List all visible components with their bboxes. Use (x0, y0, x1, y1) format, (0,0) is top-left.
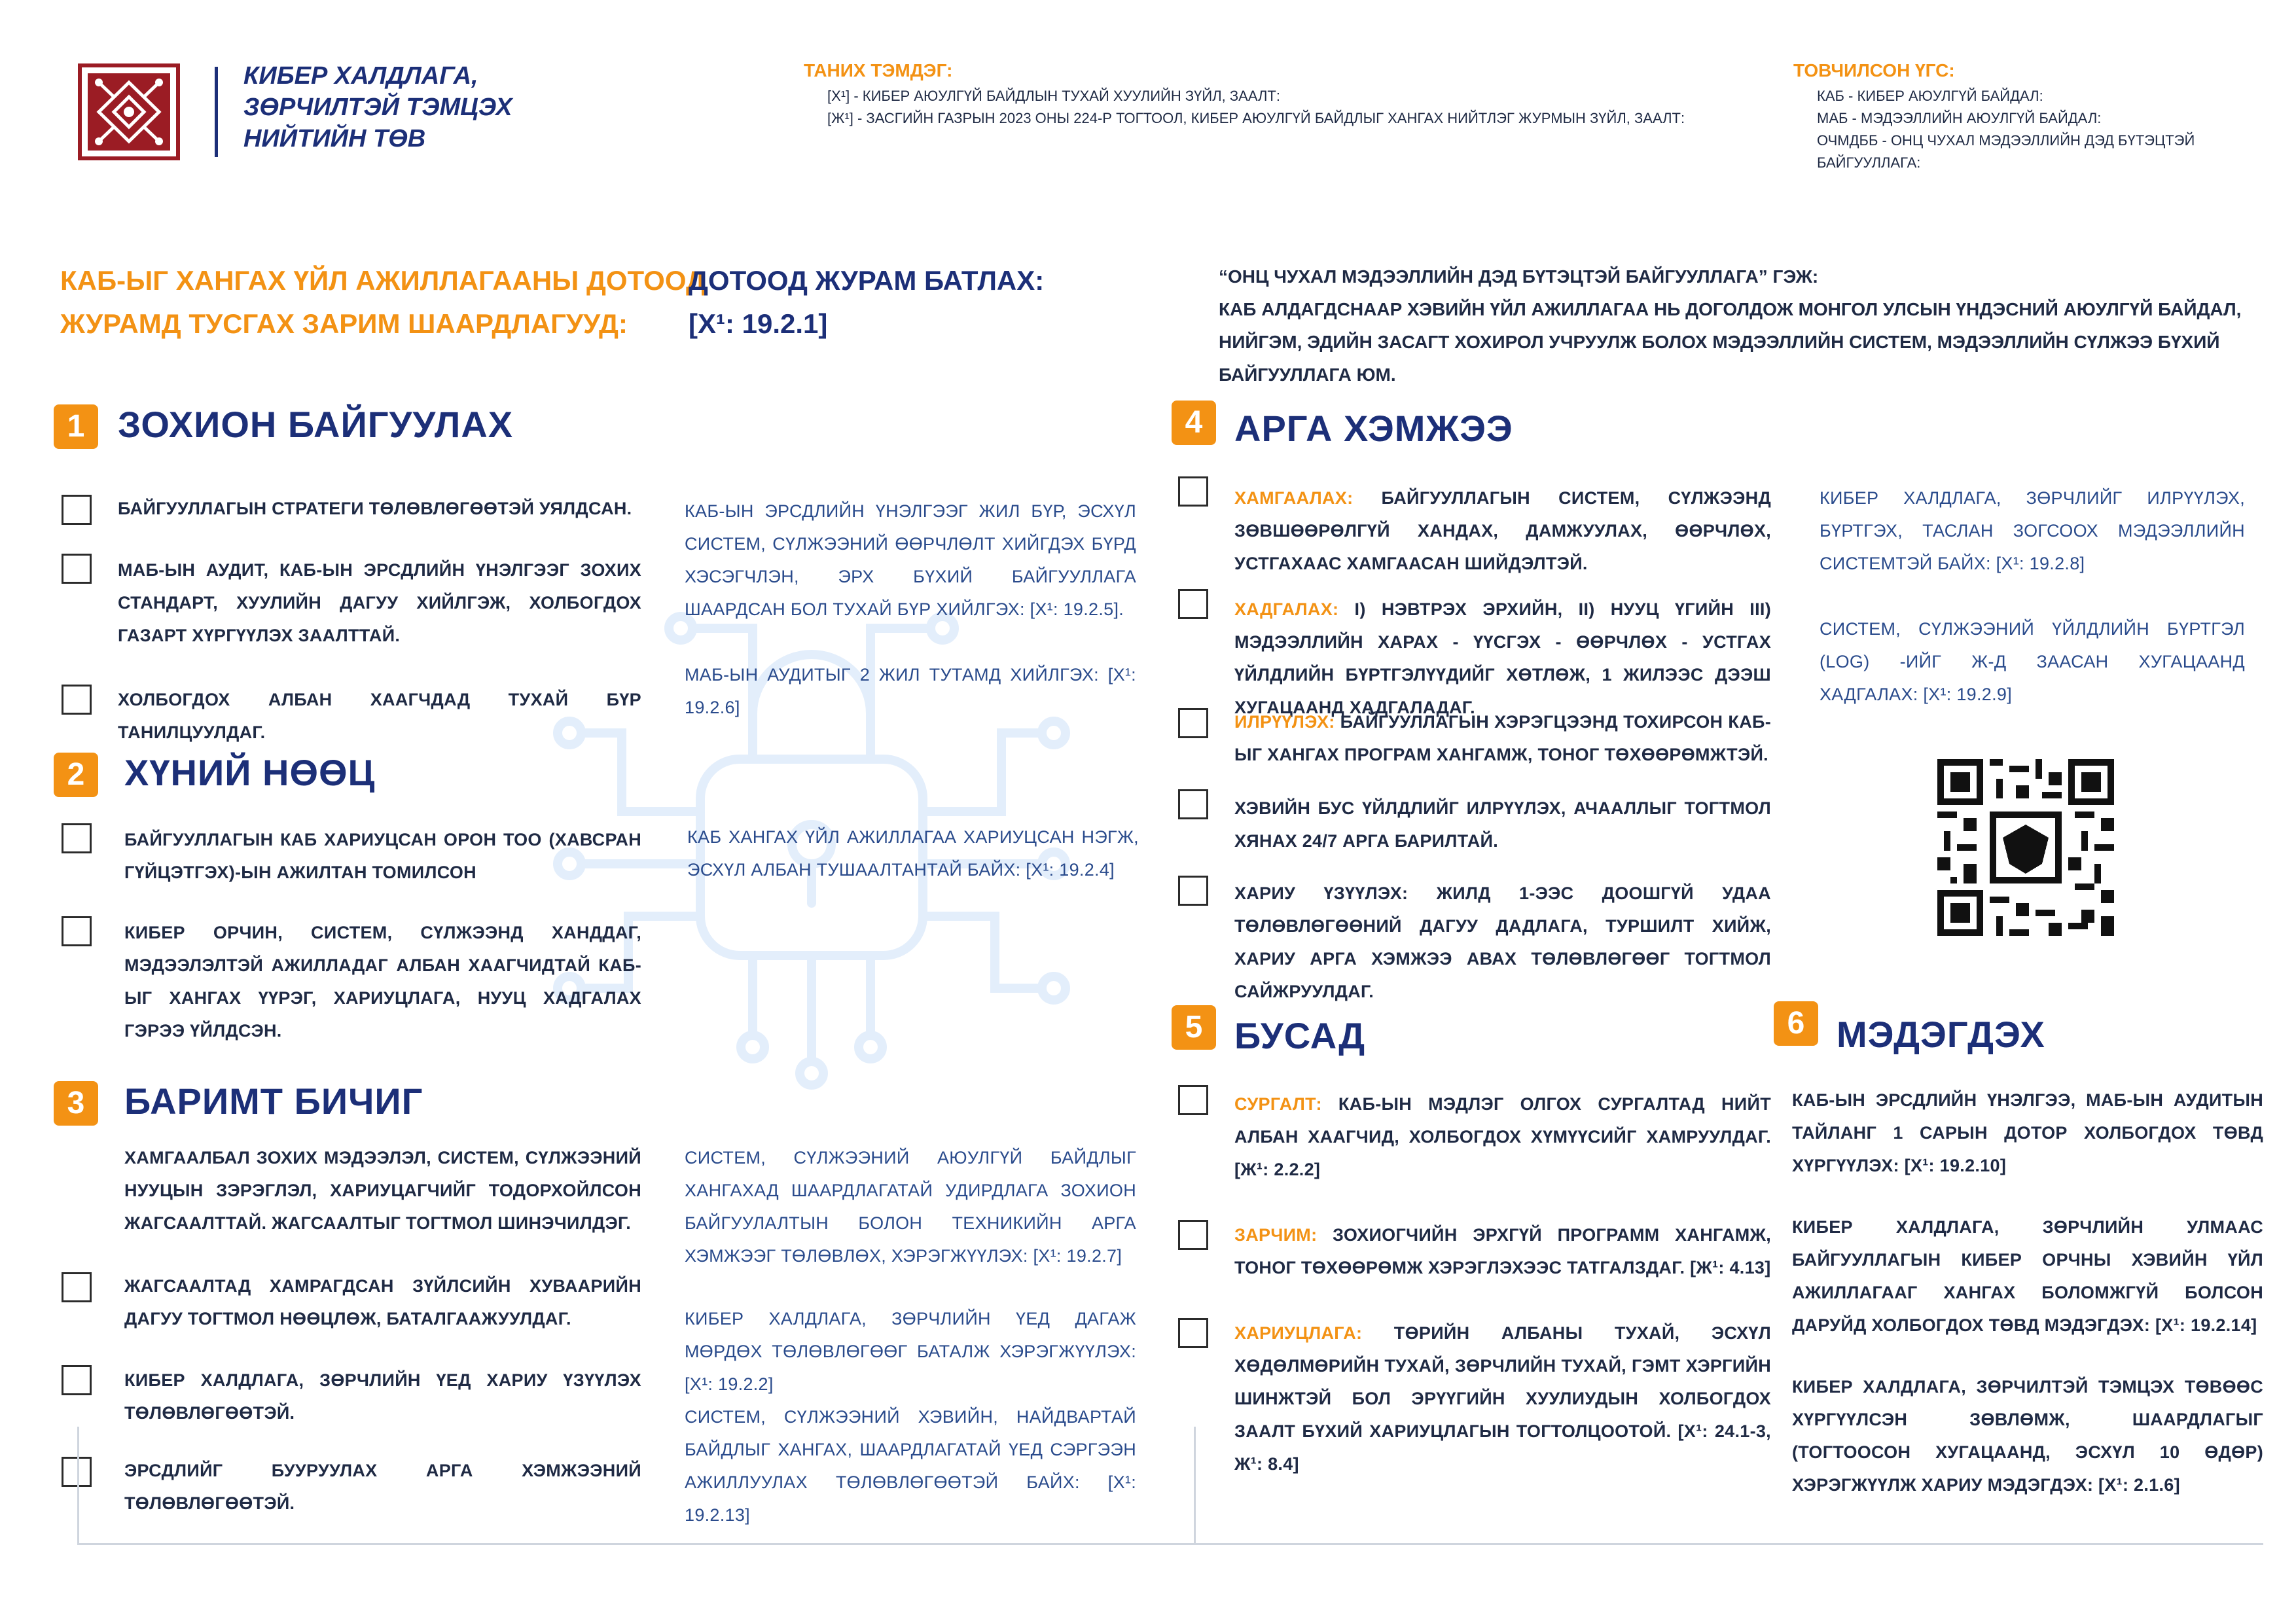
section-title-3: БАРИМТ БИЧИГ (124, 1080, 423, 1122)
keyword: ХАМГААЛАХ: (1234, 488, 1354, 508)
checkbox[interactable] (62, 823, 92, 853)
requirement-detail: БАЙГУУЛЛАГЫН ХЭРЭГЦЭЭНД ТОХИРСОН КАБ-ЫГ ХАНГАХ ПРОГРАМ ХАНГАМЖ, ТОНОГ ТӨХӨӨРӨМЖТЭЙ. (1234, 712, 1771, 764)
abbreviation-line: МАБ - МЭДЭЭЛЛИЙН АЮУЛГҮЙ БАЙДАЛ: (1817, 110, 2102, 126)
checkbox[interactable] (62, 1365, 92, 1395)
checkbox[interactable] (1178, 1220, 1208, 1250)
checkbox[interactable] (1178, 589, 1208, 619)
checkbox[interactable] (1178, 876, 1208, 906)
notification-text: КИБЕР ХАЛДЛАГА, ЗӨРЧИЛТЭЙ ТЭМЦЭХ ТӨВӨӨС ХҮРГҮҮЛСЭН ЗӨВЛӨМЖ, ШААРДЛАГЫГ (ТОГТООСОН ХУГАЦААНД, ЭСХҮЛ 10 ӨДӨР) ХЭРЭГЖҮҮЛЖ ХАРИУ МЭДЭГДЭХ: [Х¹: 2.1.6] (1792, 1377, 2263, 1495)
org-name-line: КИБЕР ХАЛДЛАГА, (243, 62, 478, 90)
checkbox[interactable] (1178, 789, 1208, 819)
requirement-detail: ТӨРИЙН АЛБАНЫ ТУХАЙ, ЭСХҮЛ ХӨДӨЛМӨРИЙН ТУХАЙ, ЗӨРЧЛИЙН ТУХАЙ, ГЭМТ ХЭРГИЙН ШИНЖТЭЙ БОЛ ЭРҮҮГИЙН ХУУЛИУДЫН ХОЛБОГДОХ ЗААЛТ БҮХИЙ ХАРИУЦЛАГЫН ТОГТОЛЦООТОЙ. [Х¹: 24.1-3, Ж¹: 8.4] (1234, 1323, 1771, 1474)
section-number-6: 6 (1774, 1001, 1818, 1046)
definition-line: “ОНЦ ЧУХАЛ МЭДЭЭЛЛИЙН ДЭД БҮТЭЦТЭЙ БАЙГУУЛЛАГА” ГЭЖ: (1219, 266, 1819, 287)
keyword: ХАДГАЛАХ: (1234, 599, 1339, 619)
organization-name (243, 60, 512, 154)
section-number-2: 2 (54, 753, 98, 797)
legend-block (804, 60, 1685, 130)
requirement-detail: БАЙГУУЛЛАГЫН СИСТЕМ, СҮЛЖЭЭНД ЗӨВШӨӨРӨЛГҮЙ ХАНДАХ, ДАМЖУУЛАХ, ӨӨРЧЛӨХ, УСТГАХААС ХАМГААСАН ШИЙДЭЛТЭЙ. (1234, 488, 1771, 573)
section-title-6: МЭДЭГДЭХ (1837, 1014, 2045, 1055)
legend-line: [Ж¹] - ЗАСГИЙН ГАЗРЫН 2023 ОНЫ 224-Р ТОГТООЛ, КИБЕР АЮУЛГҮЙ БАЙДЛЫГ ХАНГАХ НИЙТЛЭГ ЖУРМЫН ЗҮЙЛ, ЗААЛТ: (827, 110, 1685, 126)
law-reference: КИБЕР ХАЛДЛАГА, ЗӨРЧЛИЙН ҮЕД ДАГАЖ МӨРДӨХ ТӨЛӨВЛӨГӨӨГ БАТАЛЖ ХЭРЭГЖҮҮЛЭХ: [Х¹: 19.2.2] (685, 1309, 1136, 1394)
legend-title: ТАНИХ ТЭМДЭГ: (804, 60, 953, 80)
main-title-line: КАБ-ЫГ ХАНГАХ ҮЙЛ АЖИЛЛАГААНЫ ДОТООД (60, 265, 706, 296)
requirement-text (1234, 1317, 1771, 1480)
checkbox[interactable] (62, 495, 92, 525)
section-title-1: ЗОХИОН БАЙГУУЛАХ (118, 404, 514, 445)
checkbox[interactable] (62, 554, 92, 584)
law-reference: СИСТЕМ, СҮЛЖЭЭНИЙ АЮУЛГҮЙ БАЙДЛЫГ ХАНГАХАД ШААРДЛАГАТАЙ УДИРДЛАГА ЗОХИОН БАЙГУУЛАЛТЫН БОЛОН ТЕХНИКИЙН АРГА ХЭМЖЭЭГ ТӨЛӨВЛӨХ, ХЭРЭГЖҮҮЛЭХ: [Х¹: 19.2.7] (685, 1148, 1136, 1266)
checkbox[interactable] (1178, 708, 1208, 738)
definition-line: НИЙГЭМ, ЭДИЙН ЗАСАГТ ХОХИРОЛ УЧРУУЛЖ БОЛОХ МЭДЭЭЛЛИЙН СИСТЕМ, МЭДЭЭЛЛИЙН СҮЛЖЭЭ БҮХИЙ БАЙГУУЛЛАГА ЮМ. (1219, 332, 2220, 385)
section-number-4: 4 (1172, 401, 1216, 445)
keyword: СУРГАЛТ: (1234, 1094, 1322, 1114)
requirement-text: БАЙГУУЛЛАГЫН КАБ ХАРИУЦСАН ОРОН ТОО (ХАВСРАН ГҮЙЦЭТГЭХ)-ЫН АЖИЛТАН ТОМИЛСОН (124, 830, 641, 882)
abbreviation-line: ОЧМДББ - ОНЦ ЧУХАЛ МЭДЭЭЛЛИЙН ДЭД БҮТЭЦТЭЙ БАЙГУУЛЛАГА: (1817, 132, 2195, 171)
requirement-text: ХОЛБОГДОХ АЛБАН ХААГЧДАД ТУХАЙ БҮР ТАНИЛЦУУЛДАГ. (118, 690, 641, 742)
section-title-5: БУСАД (1234, 1015, 1366, 1056)
keyword: ИЛРҮҮЛЭХ: (1234, 712, 1335, 732)
section-title-4: АРГА ХЭМЖЭЭ (1234, 408, 1513, 449)
checkbox[interactable] (1178, 1318, 1208, 1348)
law-reference: КАБ ХАНГАХ ҮЙЛ АЖИЛЛАГАА ХАРИУЦСАН НЭГЖ, ЭСХҮЛ АЛБАН ТУШААЛТАНТАЙ БАЙХ: [Х¹: 19.2.4] (687, 827, 1139, 880)
requirement-detail: ЗОХИОГЧИЙН ЭРХГҮЙ ПРОГРАММ ХАНГАМЖ, ТОНОГ ТӨХӨӨРӨМЖ ХЭРЭГЛЭХЭЭС ТАТГАЛЗДАГ. [Ж¹: 4.13] (1234, 1225, 1771, 1277)
checkbox[interactable] (1178, 1085, 1208, 1115)
bottom-border-line (77, 1543, 2263, 1545)
logo-divider (215, 67, 218, 157)
organization-logo-icon (77, 63, 181, 161)
org-name-line: НИЙТИЙН ТӨВ (243, 125, 426, 152)
keyword: ЗАРЧИМ: (1234, 1225, 1318, 1245)
law-reference: СИСТЕМ, СҮЛЖЭЭНИЙ ҮЙЛДЛИЙН БҮРТГЭЛ (LOG) -ИЙГ Ж-Д ЗААСАН ХУГАЦААНД ХАДГАЛАХ: [Х¹: 19.2.9] (1820, 619, 2245, 704)
main-title-line: ЖУРАМД ТУСГАХ ЗАРИМ ШААРДЛАГУУД: (60, 308, 628, 339)
requirement-text: ХЭВИЙН БУС ҮЙЛДЛИЙГ ИЛРҮҮЛЭХ, АЧААЛЛЫГ ТОГТМОЛ ХЯНАХ 24/7 АРГА БАРИЛТАЙ. (1234, 798, 1771, 851)
law-reference: КИБЕР ХАЛДЛАГА, ЗӨРЧЛИЙГ ИЛРҮҮЛЭХ, БҮРТГЭХ, ТАСЛАН ЗОГСООХ МЭДЭЭЛЛИЙН СИСТЕМТЭЙ БАЙХ: [Х¹: 19.2.8] (1820, 488, 2245, 573)
checkbox[interactable] (62, 916, 92, 946)
law-reference: КАБ-ЫН ЭРСДЛИЙН ҮНЭЛГЭЭГ ЖИЛ БҮР, ЭСХҮЛ СИСТЕМ, СҮЛЖЭЭНИЙ ӨӨРЧЛӨЛТ ХИЙГДЭХ БҮРД ХЭСЭГЧЛЭН, ЭРХ БҮХИЙ БАЙГУУЛЛАГА ШААРДСАН БОЛ ТУХАЙ БҮР ХИЙЛГЭХ: [Х¹: 19.2.5]. (685, 501, 1136, 619)
keyword: ХАРИУЦЛАГА: (1234, 1323, 1363, 1343)
legend-line: [Х¹] - КИБЕР АЮУЛГҮЙ БАЙДЛЫН ТУХАЙ ХУУЛИЙН ЗҮЙЛ, ЗААЛТ: (827, 88, 1280, 104)
requirement-text (1234, 1219, 1771, 1284)
checkbox[interactable] (1178, 476, 1208, 507)
left-border-line (77, 1427, 79, 1544)
qr-code-icon[interactable] (1937, 759, 2114, 936)
requirement-text: МАБ-ЫН АУДИТ, КАБ-ЫН ЭРСДЛИЙН ҮНЭЛГЭЭГ ЗОХИХ СТАНДАРТ, ХУУЛИЙН ДАГУУ ХИЙЛГЭЖ, ХОЛБОГДОХ ГАЗАРТ ХҮРГҮҮЛЭХ ЗААЛТТАЙ. (118, 560, 641, 645)
section-number-1: 1 (54, 404, 98, 449)
requirement-detail: I) НЭВТРЭХ ЭРХИЙН, II) НУУЦ ҮГИЙН III) МЭДЭЭЛЛИЙН ХАРАХ - ҮҮСГЭХ - ӨӨРЧЛӨХ - УСТГАХ ҮЙЛДЛИЙН БҮРТГЭЛҮҮДИЙГ ХӨТЛӨЖ, 1 ЖИЛЭЭС ДЭЭШ ХУГАЦААНД ХАДГАЛАДАГ. (1234, 599, 1771, 717)
requirement-text: КИБЕР ХАЛДЛАГА, ЗӨРЧЛИЙН ҮЕД ХАРИУ ҮЗҮҮЛЭХ ТӨЛӨВЛӨГӨӨТЭЙ. (124, 1370, 641, 1423)
main-title (60, 259, 706, 346)
checkbox[interactable] (62, 1457, 92, 1487)
requirement-text (1234, 705, 1771, 771)
requirement-text: БАЙГУУЛЛАГЫН СТРАТЕГИ ТӨЛӨВЛӨГӨӨТЭЙ УЯЛДСАН. (118, 499, 632, 518)
law-reference: МАБ-ЫН АУДИТЫГ 2 ЖИЛ ТУТАМД ХИЙЛГЭХ: [Х¹: 19.2.6] (685, 665, 1136, 717)
org-name-line: ЗӨРЧИЛТЭЙ ТЭМЦЭХ (243, 94, 512, 121)
abbreviation-line: КАБ - КИБЕР АЮУЛГҮЙ БАЙДАЛ: (1817, 88, 2043, 104)
approve-title: ДОТООД ЖУРАМ БАТЛАХ: (689, 265, 1045, 296)
middle-divider-line (1194, 1427, 1196, 1544)
requirement-text: ХАРИУ ҮЗҮҮЛЭХ: ЖИЛД 1-ЭЭС ДООШГҮЙ УДАА ТӨЛӨВЛӨГӨӨНИЙ ДАГУУ ДАДЛАГА, ТУРШИЛТ ХИЙЖ, ХАРИУ АРГА ХЭМЖЭЭ АВАХ ТӨЛӨВЛӨГӨӨГ ТОГТМОЛ САЙЖРУУЛДАГ. (1234, 883, 1771, 1001)
section-title-2: ХҮНИЙ НӨӨЦ (124, 752, 376, 793)
checkbox[interactable] (62, 1272, 92, 1302)
approve-ref: [Х¹: 19.2.1] (689, 308, 828, 339)
requirement-text: КИБЕР ОРЧИН, СИСТЕМ, СҮЛЖЭЭНД ХАНДДАГ, МЭДЭЭЛЭЛТЭЙ АЖИЛЛАДАГ АЛБАН ХААГЧИДТАЙ КАБ-ЫГ ХАНГАХ ҮҮРЭГ, ХАРИУЦЛАГА, НУУЦ ХАДГАЛАХ ГЭРЭЭ ҮЙЛДСЭН. (124, 923, 641, 1041)
approve-procedure (689, 259, 1044, 346)
checkbox[interactable] (62, 685, 92, 715)
requirement-text: ХАМГААЛБАЛ ЗОХИХ МЭДЭЭЛЭЛ, СИСТЕМ, СҮЛЖЭЭНИЙ НУУЦЫН ЗЭРЭГЛЭЛ, ХАРИУЦАГЧИЙГ ТОДОРХОЙЛСОН ЖАГСААЛТТАЙ. ЖАГСААЛТЫГ ТОГТМОЛ ШИНЭЧИЛДЭГ. (124, 1148, 641, 1233)
requirement-text: ЖАГСААЛТАД ХАМРАГДСАН ЗҮЙЛСИЙН ХУВААРИЙН ДАГУУ ТОГТМОЛ НӨӨЦЛӨЖ, БАТАЛГААЖУУЛДАГ. (124, 1276, 641, 1329)
requirement-text (1234, 593, 1771, 724)
section-number-5: 5 (1172, 1005, 1216, 1050)
definition-block (1219, 260, 2296, 391)
notification-text: КАБ-ЫН ЭРСДЛИЙН ҮНЭЛГЭЭ, МАБ-ЫН АУДИТЫН ТАЙЛАНГ 1 САРЫН ДОТОР ХОЛБОГДОХ ТӨВД ХҮРГҮҮЛЭХ: [Х¹: 19.2.10] (1792, 1090, 2263, 1175)
requirement-text (1234, 1088, 1771, 1186)
abbreviations-block (1793, 60, 2296, 174)
definition-line: КАБ АЛДАГДСНААР ХЭВИЙН ҮЙЛ АЖИЛЛАГАА НЬ ДОГОЛДОЖ МОНГОЛ УЛСЫН ҮНДЭСНИЙ АЮУЛГҮЙ БАЙДАЛ, (1219, 299, 2242, 319)
notification-text: КИБЕР ХАЛДЛАГА, ЗӨРЧЛИЙН УЛМААС БАЙГУУЛЛАГЫН КИБЕР ОРЧНЫ ХЭВИЙН ҮЙЛ АЖИЛЛАГААГ ХАНГАХ БОЛОМЖГҮЙ БОЛСОН ДАРУЙД ХОЛБОГДОХ ТӨВД МЭДЭГДЭХ: [Х¹: 19.2.14] (1792, 1217, 2263, 1335)
abbreviations-title: ТОВЧИЛСОН ҮГС: (1793, 60, 1955, 80)
requirement-text: ЭРСДЛИЙГ БУУРУУЛАХ АРГА ХЭМЖЭЭНИЙ ТӨЛӨВЛӨГӨӨТЭЙ. (124, 1461, 641, 1513)
requirement-detail: КАБ-ЫН МЭДЛЭГ ОЛГОХ СУРГАЛТАД НИЙТ АЛБАН ХААГЧИД, ХОЛБОГДОХ ХҮМҮҮСИЙГ ХАМРУУЛДАГ. [Ж¹: 2.2.2] (1234, 1094, 1771, 1179)
law-reference: СИСТЕМ, СҮЛЖЭЭНИЙ ХЭВИЙН, НАЙДВАРТАЙ БАЙДЛЫГ ХАНГАХ, ШААРДЛАГАТАЙ ҮЕД СЭРГЭЭН АЖИЛЛУУЛАХ ТӨЛӨВЛӨГӨӨТЭЙ БАЙХ: [Х¹: 19.2.13] (685, 1407, 1136, 1525)
section-number-3: 3 (54, 1081, 98, 1126)
requirement-text (1234, 482, 1771, 580)
